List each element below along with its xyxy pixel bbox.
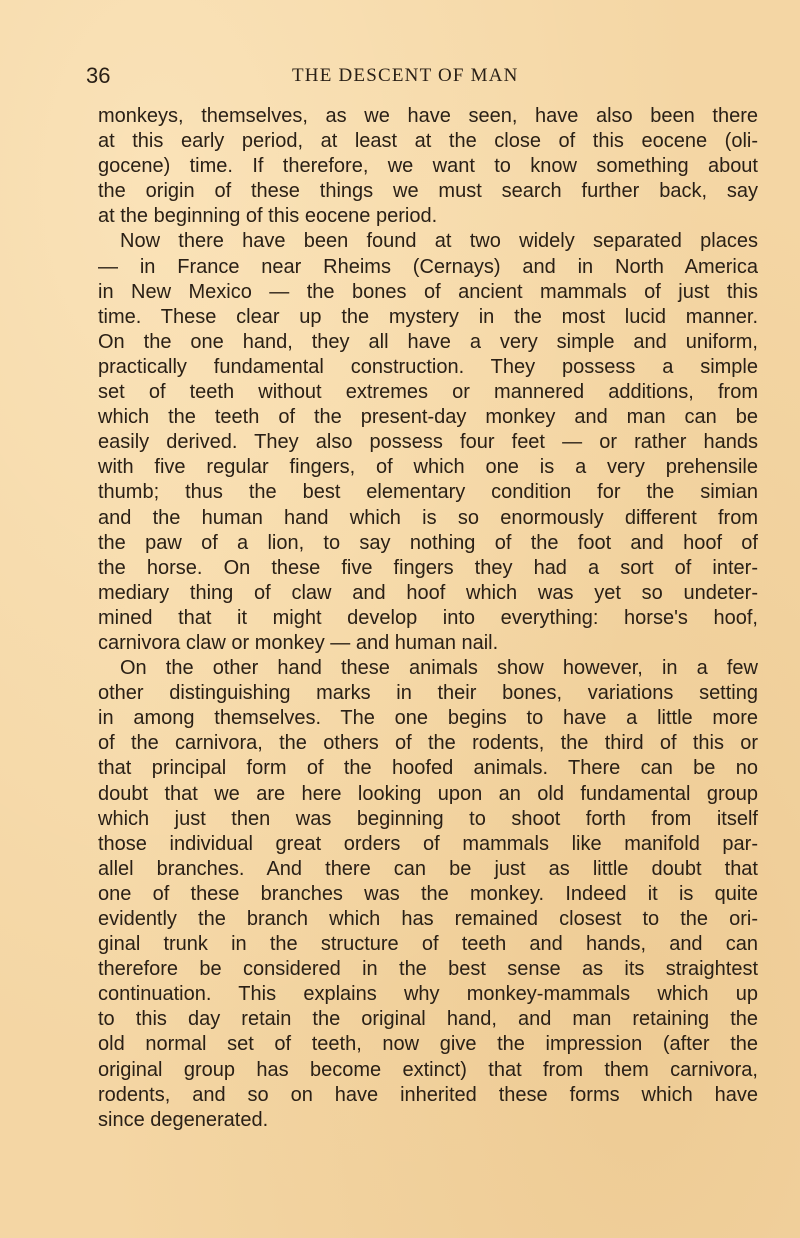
text-line: the paw of a lion, to say nothing of the foot and hoof of [98, 531, 758, 554]
text-line: in among themselves. The one begins to have a little more [98, 707, 758, 730]
text-line: mediary thing of claw and hoof which was yet so undeter- [98, 581, 758, 604]
text-line: Now there have been found at two widely separated places [120, 230, 758, 253]
text-line: set of teeth without extremes or mannered additions, from [98, 381, 758, 404]
text-line: and the human hand which is so enormously different from [98, 506, 758, 529]
text-line: thumb; thus the best elementary condition for the simian [98, 481, 758, 504]
text-line: gocene) time. If therefore, we want to know something about [98, 155, 758, 178]
paragraph [98, 104, 758, 229]
text-line: old normal set of teeth, now give the impression (after the [98, 1033, 758, 1056]
text-line: in New Mexico — the bones of ancient mammals of just this [98, 280, 758, 303]
text-line: carnivora claw or monkey — and human nail. [98, 631, 499, 654]
text-line: time. These clear up the mystery in the most lucid manner. [98, 305, 758, 328]
text-line: rodents, and so on have inherited these forms which have [98, 1083, 758, 1106]
body-text [98, 104, 758, 1133]
text-line: at the beginning of this eocene period. [98, 205, 438, 228]
text-line: easily derived. They also possess four feet — or rather hands [98, 431, 758, 454]
text-line: one of these branches was the monkey. Indeed it is quite [98, 882, 758, 905]
text-line: ginal trunk in the structure of teeth and hands, and can [98, 933, 758, 956]
text-line: since degenerated. [98, 1108, 269, 1131]
paragraph [98, 656, 758, 1133]
text-line: evidently the branch which has remained closest to the ori- [98, 908, 758, 930]
text-line: — in France near Rheims (Cernays) and in North America [98, 255, 758, 278]
text-line: allel branches. And there can be just as little doubt that [98, 857, 758, 880]
running-title: THE DESCENT OF MAN [292, 65, 519, 86]
text-line: monkeys, themselves, as we have seen, have also been there [98, 105, 758, 127]
text-line: the horse. On these five fingers they had a sort of inter- [98, 556, 758, 579]
text-line: which the teeth of the present-day monkey and man can be [98, 406, 758, 429]
text-line: On the other hand these animals show however, in a few [120, 657, 758, 680]
text-line: at this early period, at least at the close of this eocene (oli- [98, 130, 758, 153]
text-line: continuation. This explains why monkey-mammals which up [98, 983, 758, 1006]
text-line: original group has become extinct) that from them carnivora, [98, 1058, 758, 1081]
text-line: the origin of these things we must search further back, say [98, 180, 758, 203]
page-number: 36 [86, 63, 111, 88]
text-line: On the one hand, they all have a very simple and uniform, [98, 330, 758, 353]
text-line: with five regular fingers, of which one is a very prehensile [98, 456, 758, 479]
text-line: therefore be considered in the best sense as its straightest [98, 958, 758, 981]
text-line: mined that it might develop into everything: horse's hoof, [98, 606, 758, 629]
text-line: practically fundamental construction. They possess a simple [98, 355, 758, 378]
text-line: other distinguishing marks in their bones, variations setting [98, 682, 758, 705]
text-line: of the carnivora, the others of the rodents, the third of this or [98, 732, 758, 755]
text-line: which just then was beginning to shoot forth from itself [98, 807, 758, 830]
running-head [86, 58, 716, 94]
text-line: to this day retain the original hand, and man retaining the [98, 1008, 758, 1031]
paragraph [98, 229, 758, 656]
text-line: that principal form of the hoofed animals. There can be no [98, 757, 758, 780]
text-line: doubt that we are here looking upon an old fundamental group [98, 782, 758, 805]
text-line: those individual great orders of mammals like manifold par- [98, 832, 758, 855]
